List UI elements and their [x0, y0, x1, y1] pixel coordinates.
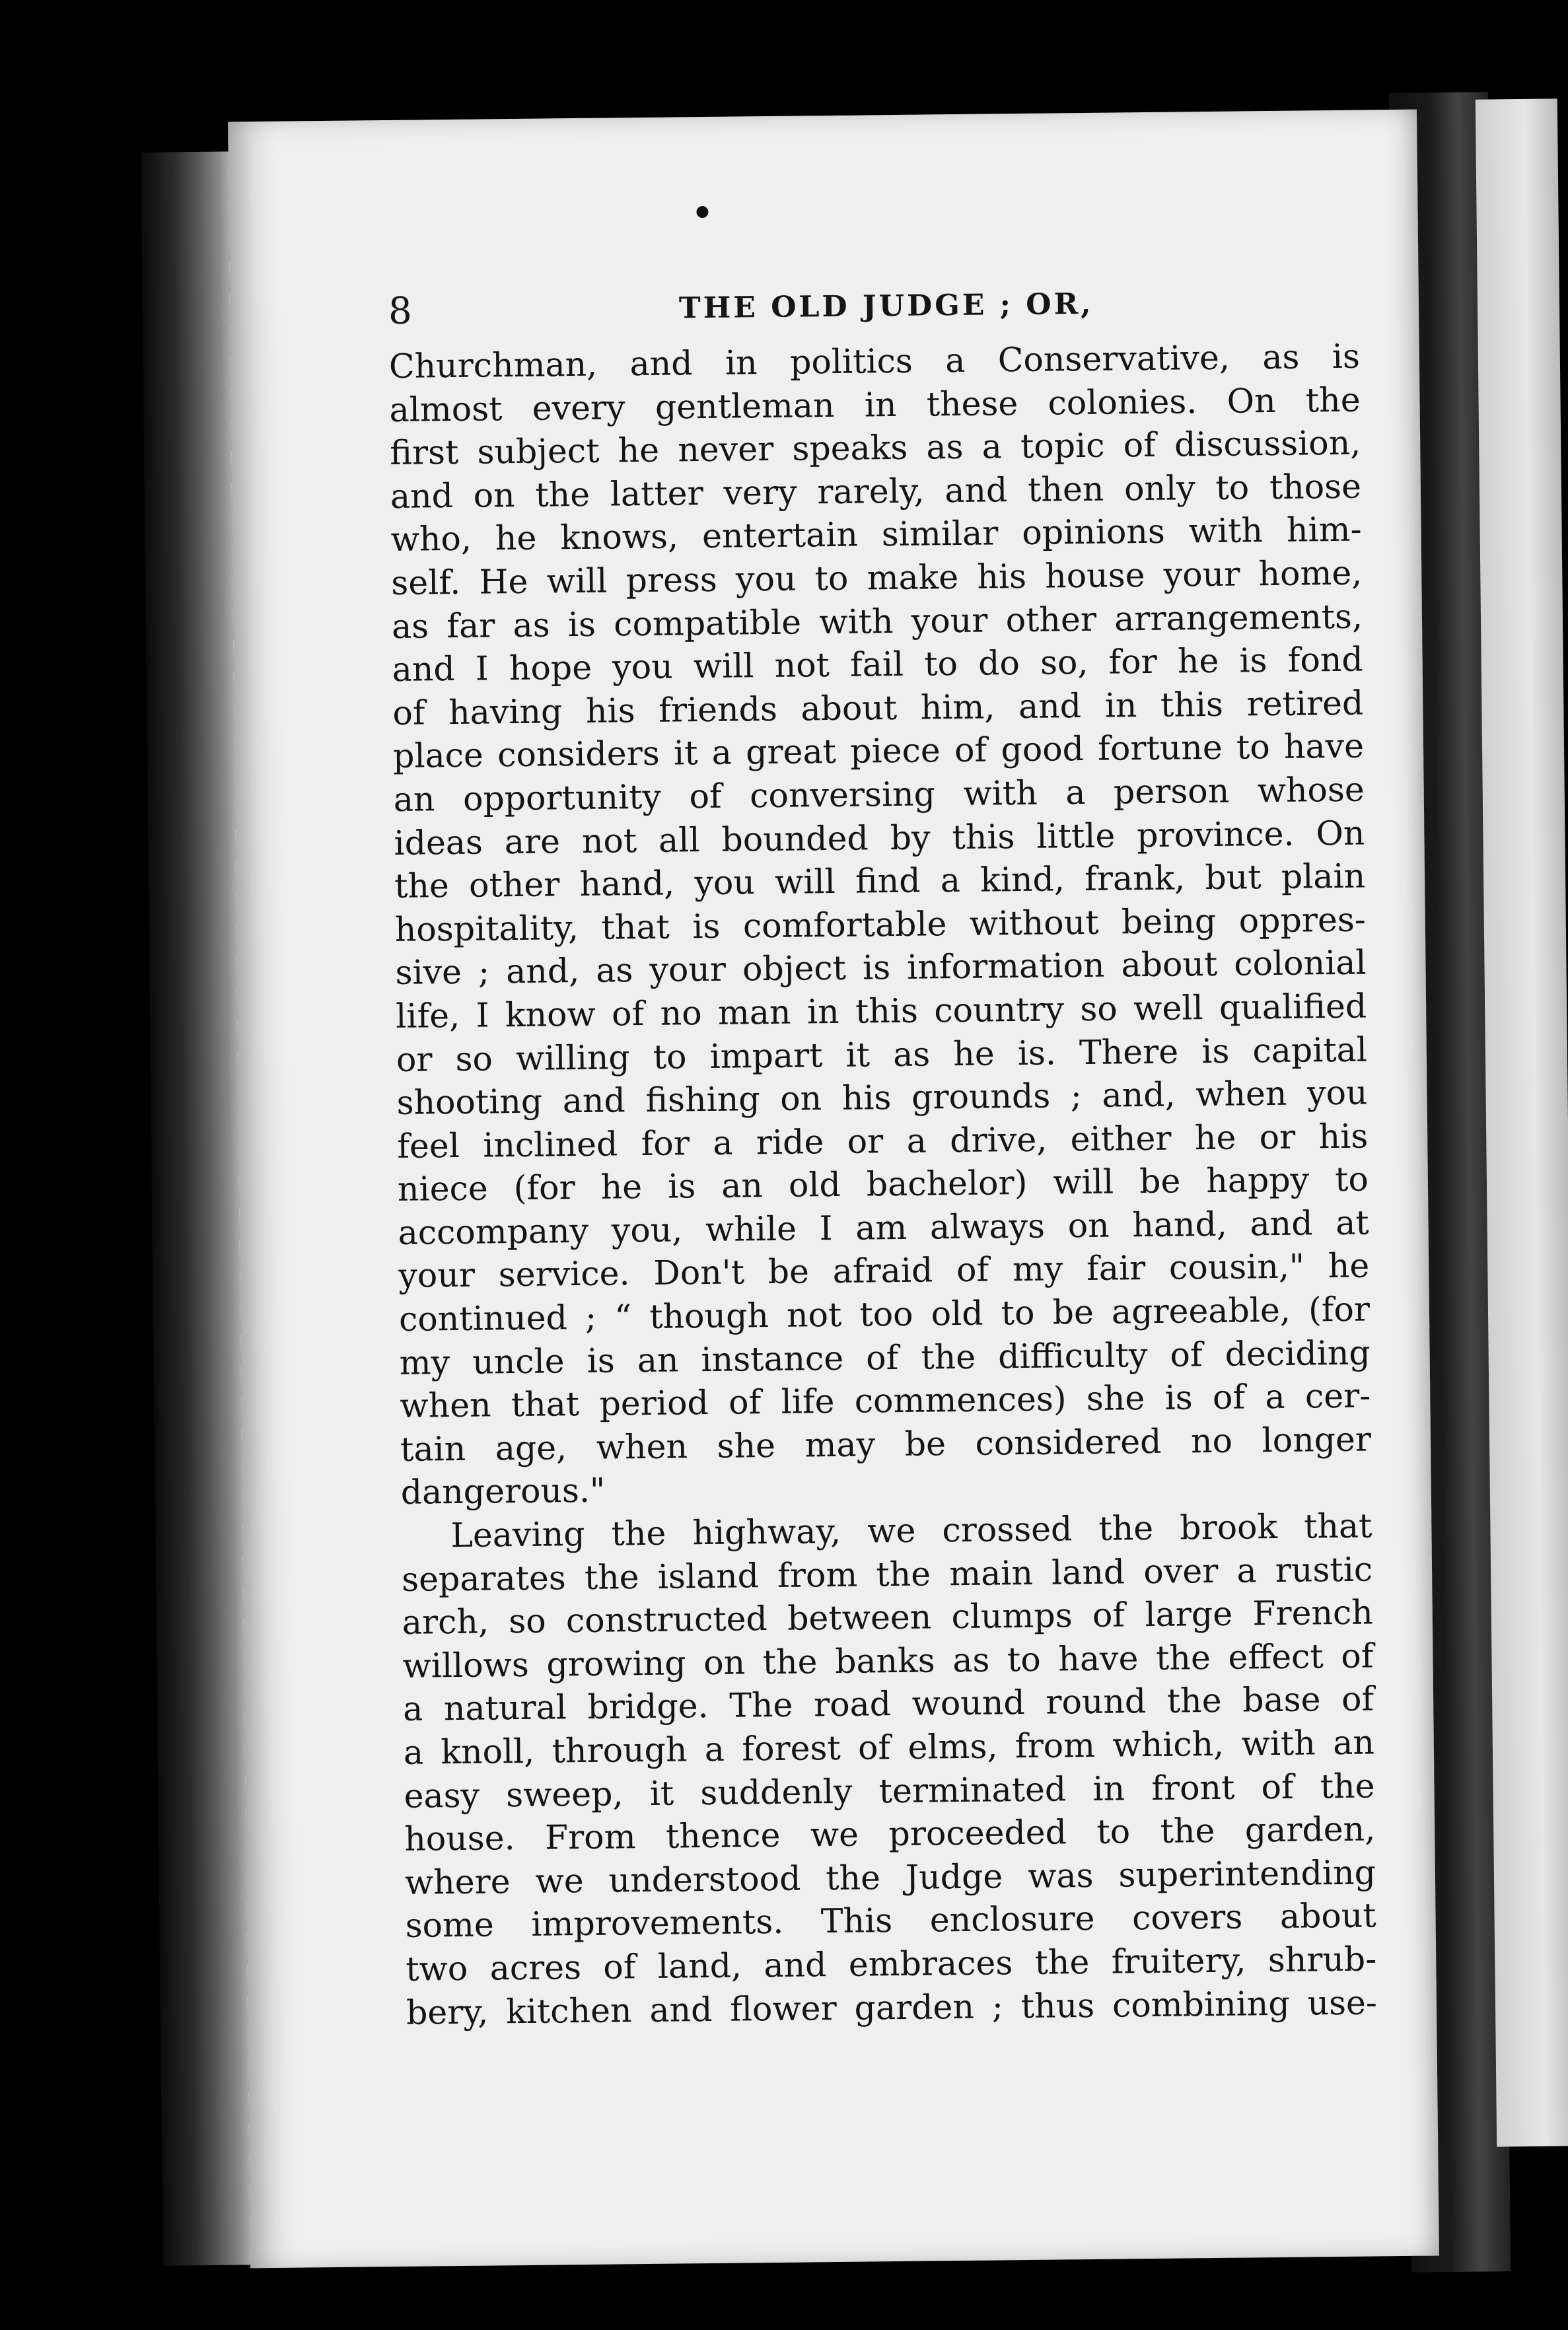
- text-line: when that period of life commences) she is of a cer-: [400, 1376, 1371, 1426]
- text-line: easy sweep, it suddenly terminated in front of the: [404, 1766, 1375, 1816]
- text-line: niece (for he is an old bachelor) will be happy to: [397, 1159, 1369, 1209]
- text-line: your service. Don't be afraid of my fair cousin," he: [398, 1246, 1370, 1296]
- page-number: 8: [388, 289, 413, 333]
- text-line: my uncle is an instance of the difficulty of deciding: [399, 1333, 1371, 1382]
- text-line: a natural bridge. The road wound round the base of: [402, 1679, 1374, 1729]
- text-line: the other hand, you will find a kind, frank, but plain: [394, 856, 1366, 906]
- text-line: life, I know of no man in this country so well qualified: [395, 986, 1367, 1036]
- text-line: as far as is compatible with your other arrangements,: [391, 596, 1363, 646]
- text-line: some improvements. This enclosure covers about: [405, 1895, 1376, 1946]
- text-line: shooting and fishing on his grounds ; and, when you: [396, 1073, 1368, 1123]
- text-line: and on the latter very rarely, and then only to those: [390, 466, 1362, 516]
- text-line: a knoll, through a forest of elms, from which, with an: [403, 1722, 1375, 1772]
- text-line: house. From thence we proceeded to the garden,: [404, 1809, 1376, 1859]
- text-line: arch, so constructed between clumps of large French: [402, 1592, 1374, 1642]
- text-line: feel inclined for a ride or a drive, either he or his: [396, 1116, 1369, 1166]
- text-line: accompany you, while I am always on hand, and at: [398, 1203, 1369, 1252]
- text-line: first subject he never speaks as a topic of discussion,: [389, 423, 1361, 473]
- body-text: [389, 335, 1378, 2034]
- text-line: sive ; and, as your object is information about colonial: [395, 942, 1367, 993]
- text-line: willows growing on the banks as to have the effect of: [402, 1636, 1374, 1685]
- text-line: continued ; “ though not too old to be agreeable, (for: [398, 1289, 1371, 1339]
- text-line: self. He will press you to make his house your home,: [391, 553, 1363, 602]
- text-line: of having his friends about him, and in this retired: [392, 683, 1364, 732]
- text-line: dangerous.": [400, 1471, 606, 1512]
- text-line: or so willing to impart it as he is. There is capital: [396, 1030, 1368, 1079]
- text-line: ideas are not all bounded by this little province. On: [394, 813, 1365, 863]
- text-line: place considers it a great piece of good fortune to have: [392, 726, 1365, 776]
- paragraph-start-line: Leaving the highway, we crossed the brook that: [450, 1506, 1372, 1555]
- text-line: who, he knows, entertain similar opinions with him-: [390, 509, 1362, 559]
- text-line: hospitality, that is comfortable without being oppres-: [394, 900, 1367, 949]
- text-line: two acres of land, and embraces the fruitery, shrub-: [406, 1939, 1377, 1989]
- text-line: Churchman, and in politics a Conservative, as is: [388, 336, 1361, 386]
- text-line: separates the island from the main land over a rustic: [401, 1549, 1373, 1599]
- text-line: almost every gentleman in these colonies. On the: [389, 380, 1361, 429]
- text-line: and I hope you will not fail to do so, for he is fond: [392, 639, 1363, 689]
- text-line: bery, kitchen and flower garden ; thus combining use-: [406, 1983, 1378, 2032]
- text-line: tain age, when she may be considered no longer: [400, 1419, 1372, 1469]
- ink-mark: [696, 206, 708, 218]
- text-line: where we understood the Judge was superintending: [404, 1853, 1376, 1902]
- book-page: [228, 110, 1439, 2269]
- running-head: [388, 275, 1314, 338]
- running-head-title: THE OLD JUDGE ; OR,: [678, 287, 1094, 326]
- text-line: an opportunity of conversing with a person whose: [393, 769, 1365, 819]
